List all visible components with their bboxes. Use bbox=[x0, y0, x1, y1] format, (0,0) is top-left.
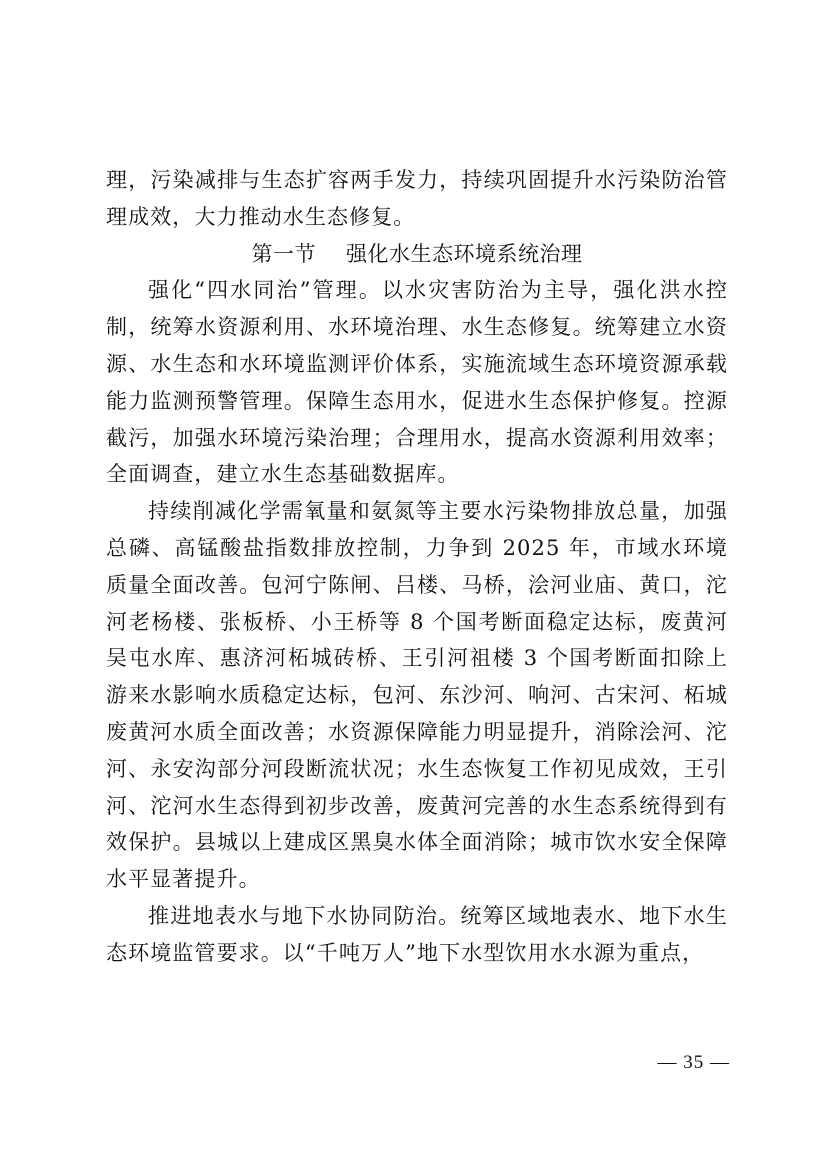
body-text bbox=[106, 162, 728, 972]
paragraph-four-water: 强化“四水同治”管理。以水灾害防治为主导，强化洪水控制，统筹水资源利用、水环境治理、水生态修复。统筹建立水资源、水生态和水环境监测评价体系，实施流域生态环境资源承载能力监测预警管理。保障生态用水，促进水生态保护修复。控源截污，加强水环境污染治理；合理用水，提高水资源利用效率；全面调查，建立水生态基础数据库。 bbox=[106, 278, 728, 487]
section-title: 强化水生态环境系统治理 bbox=[346, 241, 583, 266]
continuation-paragraph: 理，污染减排与生态扩容两手发力，持续巩固提升水污染防治管理成效，大力推动水生态修复。 bbox=[106, 168, 728, 229]
paragraph-groundwater: 推进地表水与地下水协同防治。统筹区域地表水、地下水生态环境监管要求。以“千吨万人”地下水型饮用水水源为重点， bbox=[106, 903, 728, 965]
paragraph-pollutant-reduction: 持续削减化学需氧量和氨氮等主要水污染物排放总量，加强总磷、高锰酸盐指数排放控制，力争到 2025 年，市域水环境质量全面改善。包河宁陈闸、吕楼、马桥，浍河业庙、黄口，沱河老杨楼、张板桥、小王桥等 8 个国考断面稳定达标，废黄河吴屯水库、惠济河柘城砖桥、王引河祖楼 3 个国考断面扣除上游来水影响水质稳定达标，包河、东沙河、响河、古宋河、柘城废黄河水质全面改善；水资源保障能力明显提升，消除浍河、沱河、永安沟部分河段断流状况；水生态恢复工作初见成效，王引河、沱河水生态得到初步改善，废黄河完善的水生态系统得到有效保护。县城以上建成区黑臭水体全面消除；城市饮水安全保障水平显著提升。 bbox=[106, 499, 728, 892]
section-number: 第一节 bbox=[251, 241, 316, 266]
section-heading bbox=[106, 236, 728, 273]
page-number: — 35 — bbox=[657, 1052, 730, 1073]
